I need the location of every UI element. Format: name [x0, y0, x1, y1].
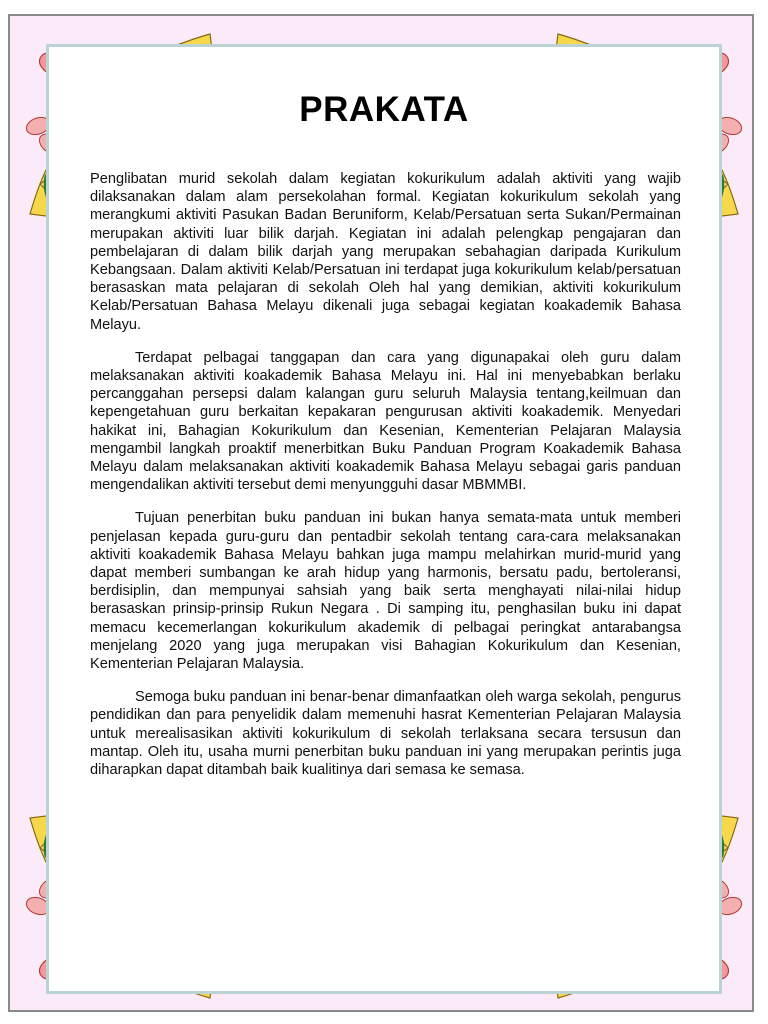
paragraph-3: Tujuan penerbitan buku panduan ini bukan hanya semata-mata untuk memberi penjelasan kepada guru-guru dan pentadbir sekolah tentang cara-cara melaksanakan aktiviti koakademik Bahasa Melayu bahkan juga mampu melahirkan murid-murid yang dapat memberi sumbangan ke arah hidup yang harmonis, bersatu padu, bertoleransi, berdisiplin, dan mempunyai sahsiah yang baik serta menghayati nilai-nilai hidup berasaskan prinsip-prinsip Rukun Negara . Di samping itu, penghasilan buku ini dapat memacu kecemerlangan kokurikulum akademik di pelbagai peringkat antarabangsa menjelang 2020 yang juga merupakan visi Bahagian Kokurikulum dan Kesenian, Kementerian Pelajaran Malaysia.: [90, 510, 681, 673]
preface-body: [90, 170, 681, 794]
page-title: PRAKATA: [299, 90, 469, 129]
paragraph-1: Penglibatan murid sekolah dalam kegiatan kokurikulum adalah aktiviti yang wajib dilaksanakan dalam alam persekolahan formal. Kegiatan kokurikulum sekolah yang merangkumi aktiviti Pasukan Badan Beruniform, Kelab/Persatuan serta Sukan/Permainan merupakan aktiviti luar bilik darjah. Kegiatan ini adalah pelengkap pengajaran dan pembelajaran di dalam bilik darjah yang merupakan sebahagian daripada Kurikulum Kebangsaan. Dalam aktiviti Kelab/Persatuan ini terdapat juga kokurikulum kelab/persatuan berasaskan mata pelajaran di sekolah Oleh hal yang demikian, aktiviti kokurikulum Kelab/Persatuan Bahasa Melayu dikenali juga sebagai kegiatan koakademik Bahasa Melayu.: [90, 171, 681, 333]
paragraph-2: Terdapat pelbagai tanggapan dan cara yang digunapakai oleh guru dalam melaksanakan aktiviti koakademik Bahasa Melayu ini. Hal ini menyebabkan berlaku percanggahan persepsi dalam kalangan guru seluruh Malaysia tentang,keilmuan dan kepengetahuan guru berkaitan kepakaran pengurusan aktiviti koakademik. Menyedari hakikat ini, Bahagian Kokurikulum dan Kesenian, Kementerian Pelajaran Malaysia mengambil langkah proaktif menerbitkan Buku Panduan Program Koakademik Bahasa Melayu dalam melaksanakan aktiviti koakademik Bahasa Melayu sebagai garis panduan mengendalikan aktiviti tersebut demi menyungguhi dasar MBMMBI.: [90, 349, 681, 494]
paragraph-4: Semoga buku panduan ini benar-benar dimanfaatkan oleh warga sekolah, pengurus pendidikan dan para penyelidik dalam memenuhi hasrat Kementerian Pelajaran Malaysia untuk merealisasikan aktiviti kokurikulum di sekolah terlaksana secara tersusun dan mantap. Oleh itu, usaha murni penerbitan buku panduan ini yang merupakan perintis juga diharapkan dapat ditambah baik kualitinya dari semasa ke semasa.: [90, 689, 681, 779]
